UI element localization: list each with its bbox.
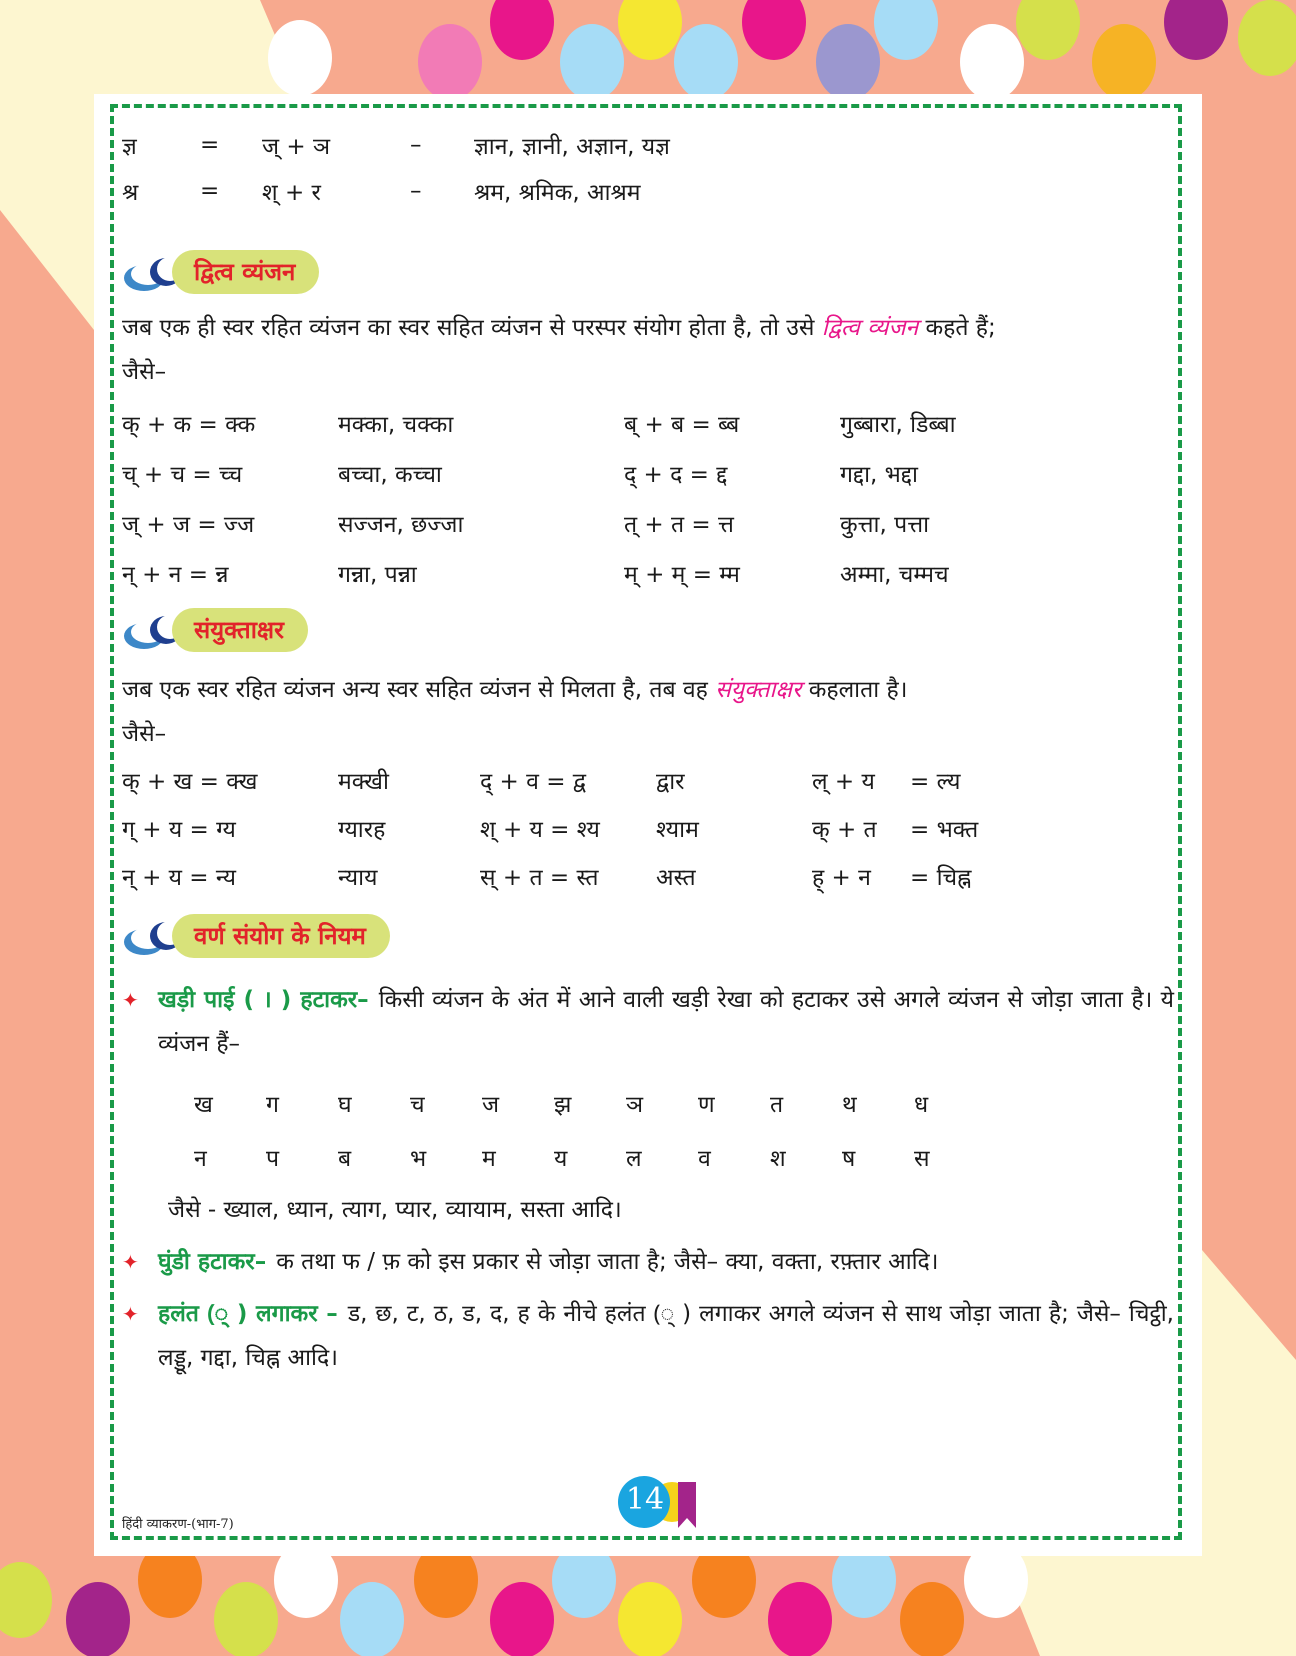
formula: क् + क = क्क	[122, 412, 256, 438]
table-row	[122, 168, 1174, 214]
example-label: जैसे–	[122, 359, 167, 385]
formula: स् + त = स्त	[480, 865, 599, 891]
letter: व	[698, 1146, 711, 1172]
example-word: अस्त	[656, 865, 696, 891]
rule-text: ड, छ, ट, ठ, ड, द, ह के नीचे हलंत (् ) लगाकर अगले व्यंजन से साथ जोड़ा जाता है; जैसे– चिट्ठी, लड्डू, गद्दा, चिह्न आदि।	[158, 1301, 1174, 1371]
rule-item	[122, 1292, 1174, 1380]
rule-body	[158, 1240, 1174, 1284]
table-row	[122, 852, 1174, 900]
section-heading-dvitva	[122, 250, 1174, 298]
formula: द् + द = द्द	[624, 462, 728, 488]
table-row	[122, 548, 1174, 598]
rule-text: किसी व्यंजन के अंत में आने वाली खड़ी रेखा को हटाकर उसे अगले व्यंजन से जोड़ा जाता है। ये व्यंजन हैं–	[158, 987, 1174, 1057]
formula: ग् + य = ग्य	[122, 817, 236, 843]
example-words: अम्मा, चम्मच	[840, 562, 949, 588]
definition-paragraph	[122, 306, 1174, 350]
formula: द् + व = द्व	[480, 769, 587, 795]
letter: त	[770, 1092, 784, 1118]
example-words: सज्जन, छज्जा	[338, 512, 464, 538]
letter-composition: श् + र	[262, 180, 321, 206]
table-row	[122, 448, 1174, 498]
rule-title: घुंडी हटाकर–	[158, 1249, 267, 1275]
letter: ल	[626, 1146, 642, 1172]
sanyuktakshar-table	[122, 756, 1174, 900]
example-words: बच्चा, कच्चा	[338, 462, 442, 488]
formula: क् + त	[812, 817, 877, 843]
page-number: 14	[625, 1482, 665, 1517]
letter: झ	[554, 1092, 572, 1118]
section-title: संयुक्ताक्षर	[172, 608, 308, 652]
letter: घ	[338, 1092, 352, 1118]
section-heading-niyam	[122, 914, 1174, 962]
bottom-dots	[0, 1542, 1028, 1656]
letters-row	[122, 1076, 1174, 1130]
example-words: गुब्बारा, डिब्बा	[840, 412, 956, 438]
result: = ल्य	[910, 769, 961, 795]
rule-body	[158, 1292, 1174, 1380]
letter: ध	[914, 1092, 929, 1118]
dash: –	[410, 132, 422, 158]
page-number-badge	[620, 1476, 680, 1536]
example-words: कुत्ता, पत्ता	[840, 512, 930, 538]
letter: श	[770, 1146, 786, 1172]
example-word: ग्यारह	[338, 817, 386, 843]
example-words: ज्ञान, ज्ञानी, अज्ञान, यज्ञ	[474, 134, 670, 160]
letter: ण	[698, 1092, 715, 1118]
formula: ज् + ज = ज्ज	[122, 512, 255, 538]
rule-title: खड़ी पाई ( । ) हटाकर–	[158, 987, 369, 1013]
result: = चिह्न	[910, 865, 972, 891]
letter: ष	[842, 1146, 856, 1172]
letter: थ	[842, 1092, 857, 1118]
letter: ज	[482, 1092, 500, 1118]
formula: त् + त = त्त	[624, 512, 734, 538]
letter: न	[194, 1146, 207, 1172]
table-row	[122, 498, 1174, 548]
formula: क् + ख = क्ख	[122, 769, 258, 795]
example-word: द्वार	[656, 769, 685, 795]
letter: प	[266, 1146, 280, 1172]
paragraph-text: कहते हैं;	[918, 315, 996, 341]
letter: च	[410, 1092, 425, 1118]
formula: ल् + य	[812, 769, 875, 795]
rule-body	[158, 978, 1174, 1066]
formula: श् + य = श्य	[480, 817, 600, 843]
table-row	[122, 756, 1174, 804]
letter: म	[482, 1146, 496, 1172]
equals-sign: =	[200, 178, 220, 204]
table-row	[122, 122, 1174, 168]
formula: म् + म् = म्म	[624, 562, 740, 588]
letter: स	[914, 1146, 930, 1172]
formula: न् + य = न्य	[122, 865, 237, 891]
rule-title: हलंत (् ) लगाकर –	[158, 1301, 338, 1327]
section-heading-sanyuktakshar	[122, 608, 1174, 656]
letter-composition: ज् + ञ	[262, 134, 331, 160]
example-words: गद्दा, भद्दा	[840, 462, 918, 488]
formula: न् + न = न्न	[122, 562, 229, 588]
example-words: गन्ना, पन्ना	[338, 562, 417, 588]
paragraph-text: कहलाता है।	[801, 677, 908, 703]
paragraph-text: जब एक ही स्वर रहित व्यंजन का स्वर सहित व्यंजन से परस्पर संयोग होता है, तो उसे	[122, 315, 822, 341]
conjunct-letter: श्र	[122, 180, 139, 206]
letter: भ	[410, 1146, 427, 1172]
paragraph-text: जब एक स्वर रहित व्यंजन अन्य स्वर सहित व्यंजन से मिलता है, तब वह	[122, 677, 716, 703]
dash: –	[410, 178, 422, 204]
table-row	[122, 398, 1174, 448]
example-label: जैसे–	[122, 721, 167, 747]
rule-item	[122, 978, 1174, 1066]
section-title: वर्ण संयोग के नियम	[172, 914, 390, 958]
star-bullet-icon: ✦	[122, 988, 139, 1012]
highlight-term: द्वित्व व्यंजन	[821, 315, 919, 341]
formula: च् + च = च्च	[122, 462, 243, 488]
star-bullet-icon: ✦	[122, 1250, 139, 1274]
definition-paragraph	[122, 668, 1174, 712]
rule-item	[122, 1240, 1174, 1284]
result: = भक्त	[910, 817, 979, 843]
formula: ब् + ब = ब्ब	[624, 412, 740, 438]
top-conjunct-table	[122, 122, 1174, 216]
page-sheet	[94, 94, 1202, 1556]
letter: ग	[266, 1092, 279, 1118]
letter: ञ	[626, 1092, 644, 1118]
example-words: मक्का, चक्का	[338, 412, 454, 438]
letters-row	[122, 1130, 1174, 1184]
example-word: न्याय	[338, 865, 378, 891]
conjunct-letter: ज्ञ	[122, 134, 137, 160]
example-words: श्रम, श्रमिक, आश्रम	[474, 180, 641, 206]
dvitva-table	[122, 398, 1174, 598]
example-word: मक्खी	[338, 769, 389, 795]
formula: ह् + न	[812, 865, 871, 891]
highlight-term: संयुक्ताक्षर	[715, 677, 802, 703]
equals-sign: =	[200, 132, 220, 158]
letter: य	[554, 1146, 568, 1172]
top-dots	[268, 0, 1296, 100]
section-title: द्वित्व व्यंजन	[172, 250, 319, 294]
example-line: जैसे - ख्याल, ध्यान, त्याग, प्यार, व्यायाम, सस्ता आदि।	[168, 1197, 622, 1223]
rule-text: क तथा फ / फ़ को इस प्रकार से जोड़ा जाता है; जैसे– क्या, वक्ता, रफ़्तार आदि।	[276, 1249, 939, 1275]
book-title-footer: हिंदी व्याकरण-(भाग-7)	[122, 1517, 234, 1532]
letter: ख	[194, 1092, 213, 1118]
star-bullet-icon: ✦	[122, 1302, 139, 1326]
page-content	[122, 122, 1174, 1380]
letter: ब	[338, 1146, 352, 1172]
table-row	[122, 804, 1174, 852]
example-word: श्याम	[656, 817, 699, 843]
